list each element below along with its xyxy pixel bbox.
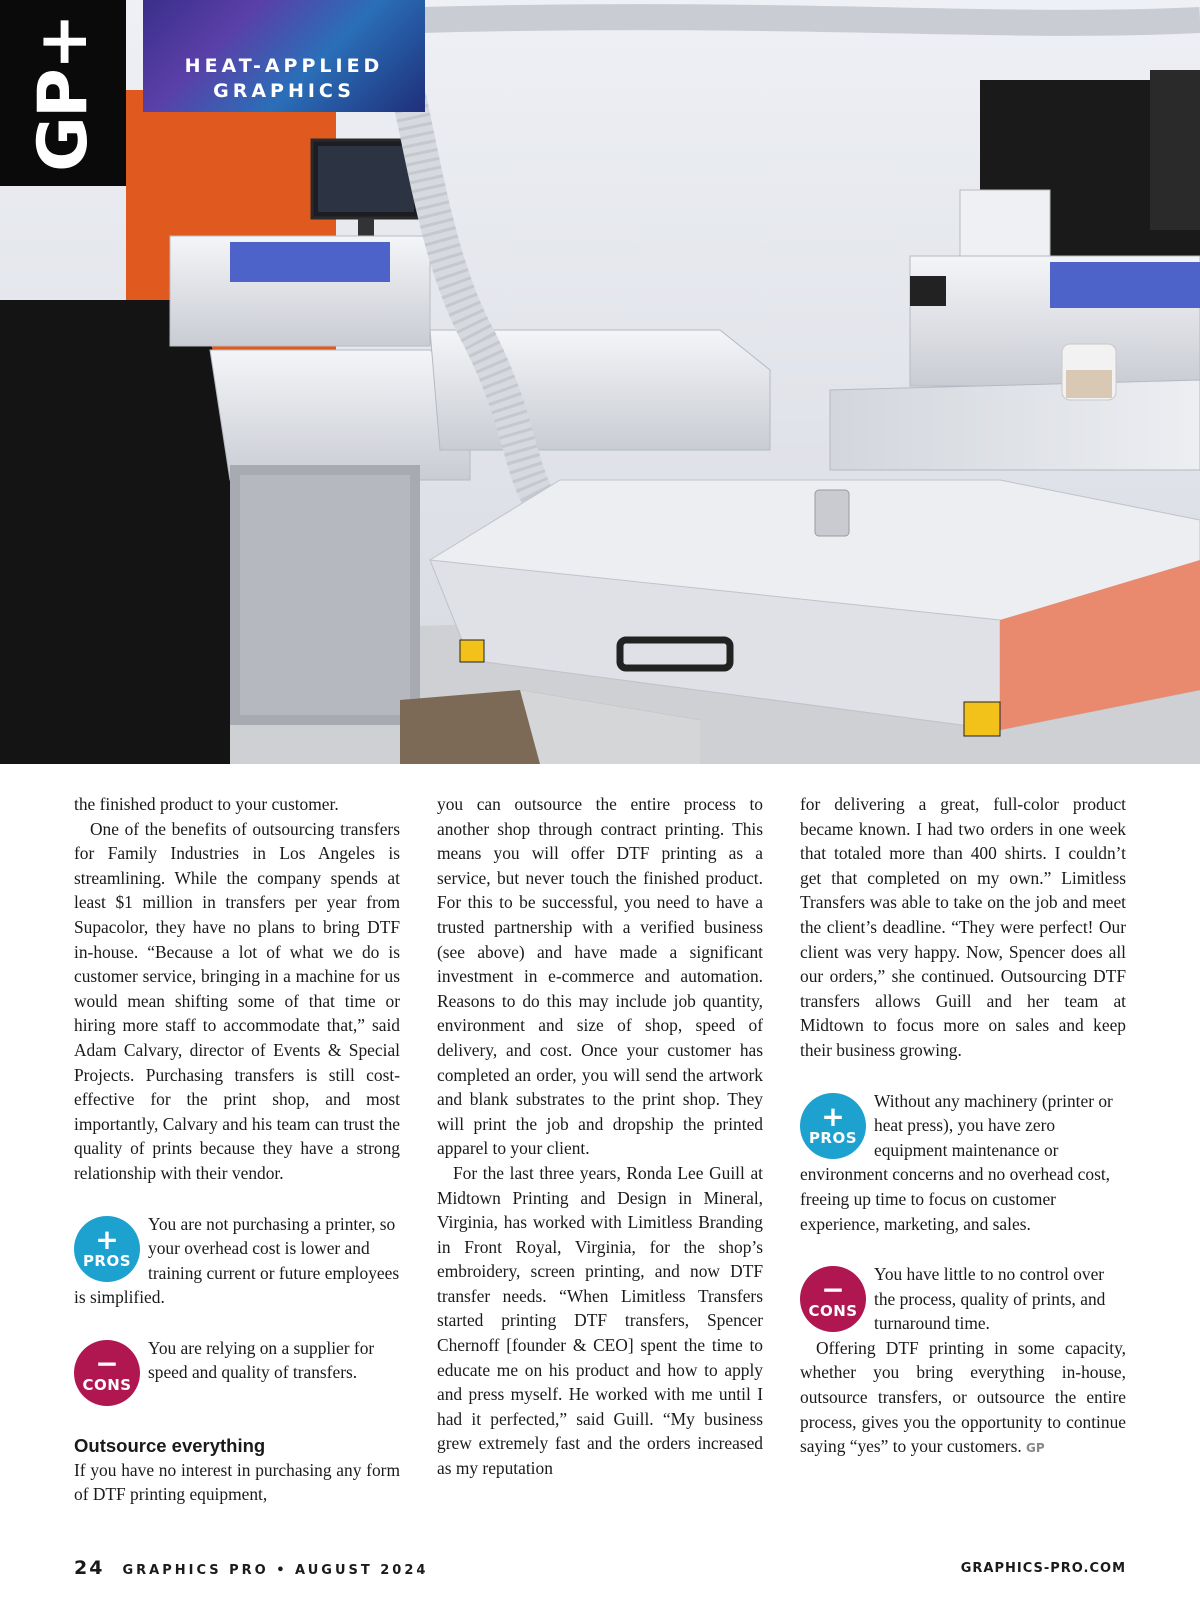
pros-label: PROS xyxy=(808,1128,858,1147)
print-shop-illustration xyxy=(0,0,1200,764)
website-link[interactable]: GRAPHICS-PRO.COM xyxy=(960,1560,1126,1576)
pros-callout xyxy=(800,1089,1126,1237)
subheading: Outsource everything xyxy=(74,1434,266,1456)
pros-text: Without any machinery (printer or heat press), you have zero equipment maintenance or environment concerns and no overhead cost, freeing up time to focus on customer experience, marketing, and sales. xyxy=(800,1090,1113,1234)
cons-callout xyxy=(800,1262,1126,1336)
article-column-3 xyxy=(800,792,1126,1461)
paragraph: for delivering a great, full-color product became known. I had two orders in one week that totaled more than 400 shirts. I couldn’t get that completed on my own.” Limitless Transfers was able to take on the job and meet the client’s deadline. “They were perfect! Our client was very happy. Now, Spencer does all our orders,” she continued. Outsourcing DTF transfers allows Guill and her team at Midtown to focus more on sales and keep their business growing. xyxy=(800,794,1126,1060)
paragraph: One of the benefits of outsourcing transfers for Family Industries in Los Angeles is streamlining. While the company spends at least $1 million in transfers per year from Supacolor, they have no plans to bring DTF in-house. “Because a lot of what we do is customer service, bringing in a machine for us would mean shifting some of that time or hiring more staff to accommodate that,” said Adam Calvary, director of Events & Special Projects. Purchasing transfers is still cost-effective for the print shop, and most importantly, Calvary and his team can trust the quality of prints because they have a strong relationship with their vendor. xyxy=(74,818,400,1183)
pros-callout xyxy=(74,1212,400,1310)
page-number: 24 xyxy=(74,1557,105,1579)
pros-badge xyxy=(800,1093,866,1159)
minus-icon: − xyxy=(95,1346,119,1380)
pros-text: You are not purchasing a printer, so your overhead cost is lower and training current or future employees is simplified. xyxy=(74,1213,400,1308)
cons-text: You have little to no control over the process, quality of prints, and turnaround time. xyxy=(874,1264,1106,1334)
gp-plus-tab xyxy=(0,0,126,186)
paragraph: If you have no interest in purchasing any form of DTF printing equipment, xyxy=(74,1459,400,1505)
article-column-2 xyxy=(437,792,763,1481)
plus-icon: + xyxy=(821,1099,845,1133)
paragraph: For the last three years, Ronda Lee Guill at Midtown Printing and Design in Mineral, Virginia, has worked with Limitless Branding in Front Royal, Virginia, for the shop’s embroidery, screen printing, and now DTF transfer needs. “When Limitless Transfers started printing DTF transfers, Spencer Chernoff [founder & CEO] spent the time to educate me on his product and how to apply and press myself. He worked with me until I had it perfected,” said Guill. “My business grew extremely fast and the orders increased as my reputation xyxy=(437,1162,763,1479)
plus-icon: + xyxy=(95,1222,119,1256)
cons-badge xyxy=(74,1340,140,1406)
section-label-line2: GRAPHICS xyxy=(213,80,355,102)
paragraph xyxy=(800,1336,1126,1461)
paragraph: the finished product to your customer. xyxy=(74,794,339,814)
cons-callout xyxy=(74,1336,400,1408)
section-label-line1: HEAT-APPLIED xyxy=(184,55,384,77)
cons-label: CONS xyxy=(82,1375,132,1394)
cons-badge xyxy=(800,1266,866,1332)
cons-text: You are relying on a supplier for speed and quality of transfers. xyxy=(148,1337,375,1383)
article-column-1 xyxy=(74,792,400,1507)
closing-text: Offering DTF printing in some capacity, whether you bring everything in-house, outsource transfers, or outsource the entire process, gives you the opportunity to continue saying “yes” to your customers. xyxy=(800,1337,1126,1457)
section-banner xyxy=(143,0,425,112)
pros-label: PROS xyxy=(82,1251,132,1270)
paragraph: you can outsource the entire process to another shop through contract printing. This means you will offer DTF printing as a service, but never touch the finished product. For this to be successful, you need to have a trusted partnership with a verified business (see above) and have made a significant investment in e-commerce and automation. Reasons to do this may include job quantity, environment and size of shop, speed of delivery, and cost. Once your customer has completed an order, you will send the artwork and blank substrates to the print shop. They will print the job and dropship the printed apparel to your client. xyxy=(437,794,763,1159)
cons-label: CONS xyxy=(808,1302,858,1321)
minus-icon: − xyxy=(821,1273,845,1307)
footer-left xyxy=(74,1557,428,1579)
publication-line: GRAPHICS PRO • AUGUST 2024 xyxy=(122,1563,429,1578)
gp-plus-label: GP+ xyxy=(23,14,103,172)
page-footer xyxy=(74,1554,1126,1582)
pros-badge xyxy=(74,1216,140,1282)
hero-photo xyxy=(0,0,1200,764)
end-mark: GP xyxy=(1026,1441,1045,1456)
